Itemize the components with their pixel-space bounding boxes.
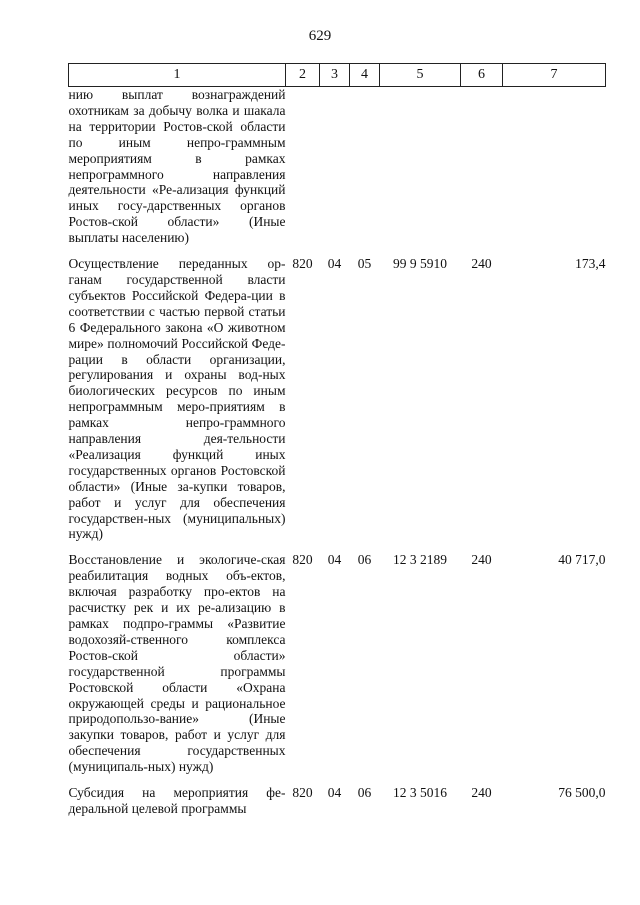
cell-section: 04 (327, 552, 342, 568)
column-header: 3 (320, 64, 350, 87)
cell-subsection: 05 (357, 256, 372, 272)
cell-target-article: 12 3 2189 (393, 552, 447, 568)
row-description: Восстановление и экологиче-ская реабилитация водных объ-ектов, включая разработку про-ектов на расчистку рек и их ре-ализацию в рамках подпро-граммы «Развитие водохозяй-ственного комплекса Ростов-ской области» государственной программы Ростовской области «Охрана окружающей среды и рациональное природопользо-вание» (Иные закупки товаров, работ и услуг для обеспечения государственных (муниципаль-ных) нужд) (68, 552, 286, 775)
cell-subsection: 06 (357, 552, 372, 568)
column-header: 2 (286, 64, 320, 87)
column-header: 6 (461, 64, 503, 87)
budget-table (68, 63, 606, 817)
cell-ministry-code: 820 (292, 256, 313, 272)
column-header: 5 (380, 64, 461, 87)
page-number: 629 (308, 28, 332, 44)
row-description: нию выплат вознаграждений охотникам за добычу волка и шакала на территории Ростов-ской области по иным непро-граммным мероприятиям в рамках непрограммного направления деятельности «Ре-ализация функций иных госу-дарственных органов Ростов-ской области» (Иные выплаты населению) (68, 87, 286, 246)
cell-subsection (350, 87, 380, 257)
column-header: 4 (350, 64, 380, 87)
column-header: 7 (503, 64, 606, 87)
cell-section: 04 (327, 785, 342, 801)
cell-target-article: 99 9 5910 (393, 256, 447, 272)
cell-section: 04 (327, 256, 342, 272)
cell-expense-type: 240 (471, 256, 492, 272)
cell-amount: 76 500,0 (558, 785, 606, 801)
cell-amount: 40 717,0 (558, 552, 606, 568)
cell-section (320, 87, 350, 257)
column-header: 1 (69, 64, 286, 87)
cell-ministry-code (286, 87, 320, 257)
table-row (69, 87, 606, 257)
cell-subsection: 06 (357, 785, 372, 801)
cell-ministry-code: 820 (292, 552, 313, 568)
table-row (69, 785, 606, 817)
cell-expense-type (461, 87, 503, 257)
cell-target-article (380, 87, 461, 257)
table-row (69, 552, 606, 785)
cell-target-article: 12 3 5016 (393, 785, 447, 801)
cell-ministry-code: 820 (292, 785, 313, 801)
row-description: Осуществление переданных ор-ганам государственной власти субъектов Российской Федера-ции в соответствии с частью первой статьи 6 Федерального закона «О животном мире» полномочий Российской Феде-рации в области организации, регулирования и охраны вод-ных биологических ресурсов по иным непрограммным меро-приятиям в рамках непро-граммного направления дея-тельности «Реализация функций иных государственных органов Ростовской области» (Иные за-купки товаров, работ и услуг для обеспечения государствен-ных (муниципальных) нужд) (68, 256, 286, 542)
row-description: Субсидия на мероприятия фе-деральной целевой программы (68, 785, 286, 816)
table-header-row (69, 64, 606, 87)
cell-expense-type: 240 (471, 552, 492, 568)
table-row (69, 256, 606, 552)
cell-expense-type: 240 (471, 785, 492, 801)
cell-amount (503, 87, 606, 257)
cell-amount: 173,4 (575, 256, 606, 272)
